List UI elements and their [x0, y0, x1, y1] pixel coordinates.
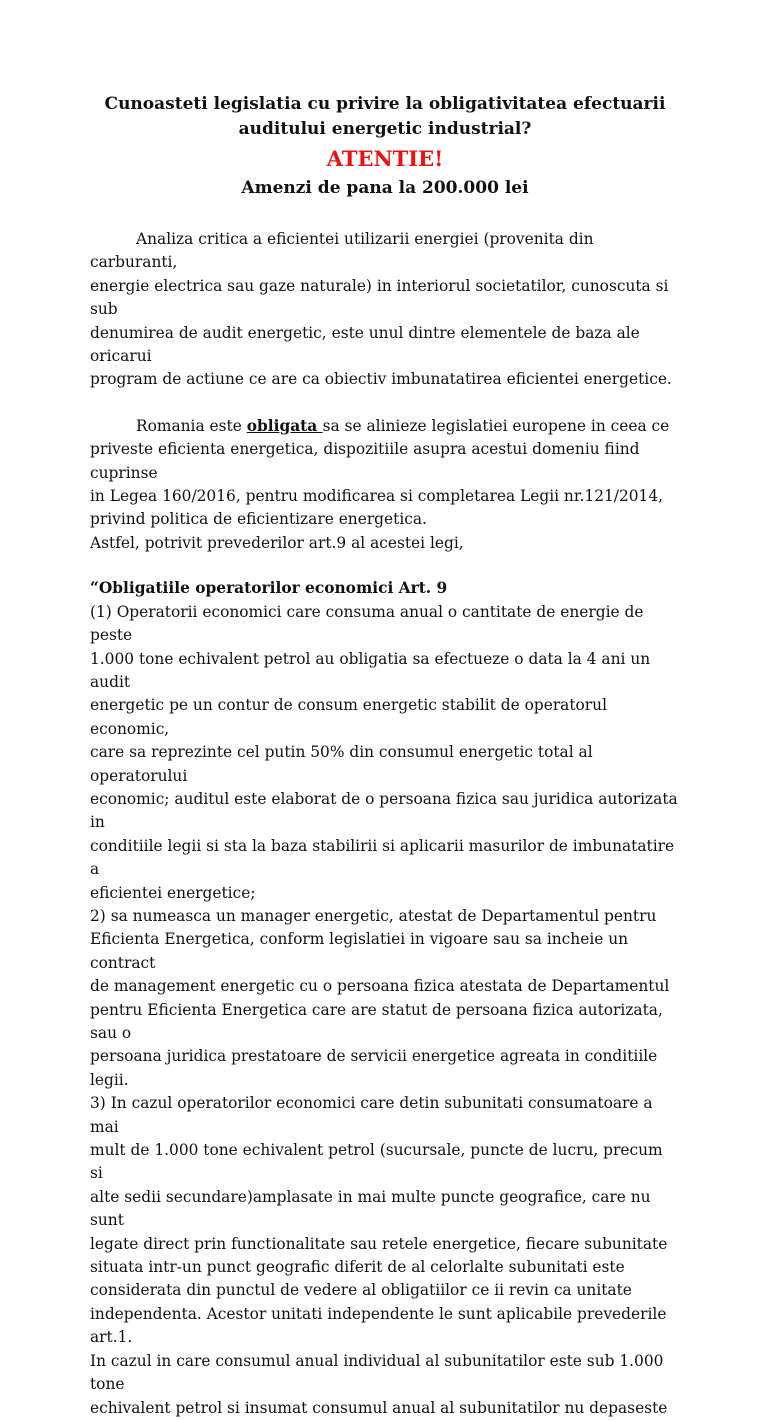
- romania-paragraph: [90, 415, 680, 532]
- article-title: “Obligatiile operatorilor economici Art. 9: [90, 579, 448, 598]
- intro-paragraph: Analiza critica a eficientei utilizarii energiei (provenita din carburanti, energie electrica sau gaze naturale) in interiorul societatilor, cunoscuta si sub denumirea de audit energetic, este unul dintre elementele de baza ale oricarui program de actiune ce are ca obiectiv imbunatatirea eficientei energetice.: [90, 230, 672, 389]
- document-title: Cunoasteti legislatia cu privire la obligativitatea efectuarii auditului energetic industrial?: [104, 94, 666, 139]
- alert-heading: ATENTIE!: [326, 146, 444, 171]
- followup-line: Astfel, potrivit prevederilor art.9 al acestei legi,: [90, 533, 464, 552]
- romania-lead: Romania este: [136, 416, 247, 435]
- article-body: (1) Operatorii economici care consuma anual o cantitate de energie de peste 1.000 tone echivalent petrol au obligatia sa efectueze o data la 4 ani un audit energetic pe un contur de consum energetic stabilit de operatorul economic, care sa reprezinte cel putin 50% din consumul energetic total al operatorului economic; auditul este elaborat de o persoana fizica sau juridica autorizata in conditiile legii si sta la baza stabilirii si aplicarii masurilor de imbunatatire a eficientei energetice; 2) sa numeasca un manager energetic, atestat de Departamentul pentru Eficienta Energetica, conform legislatiei in vigoare sau sa incheie un contract de management energetic cu o persoana fizica atestata de Departamentul pentru Eficienta Energetica care are statut de persoana fizica autorizata, sau o persoana juridica prestatoare de servicii energetice agreata in conditiile legii. 3) In cazul operatorilor economici care detin subunitati consumatoare a mai mult de 1.000 tone echivalent petrol (sucursale, puncte de lucru, precum si alte sedii secundare)amplasate in mai multe puncte geografice, care nu sunt legate direct prin functionalitate sau retele energetice, fiecare subunitate situata intr-un punct geografic diferit de al celorlalte subunitati este considerata din punctul de vedere al obligatiilor ce ii revin ca unitate independenta. Acestor unitati independente le sunt aplicabile prevederile art.1. In cazul in care consumul anual individual al subunitatilor este sub 1.000 tone echivalent petrol si insumat consumul anual al subunitatilor nu depaseste: [90, 602, 678, 1417]
- obligation-emphasis: obligata: [246, 416, 323, 435]
- romania-rest: sa se alinieze legislatiei europene in ceea ce priveste eficienta energetica, dispozitiile asupra acestui domeniu fiind cuprinse in Legea 160/2016, pentru modificarea si completarea Legii nr.121/2014, privind politica de eficientizare energetica.: [90, 416, 670, 529]
- document-page: [90, 92, 680, 1420]
- fine-subtitle: Amenzi de pana la 200.000 lei: [241, 178, 529, 198]
